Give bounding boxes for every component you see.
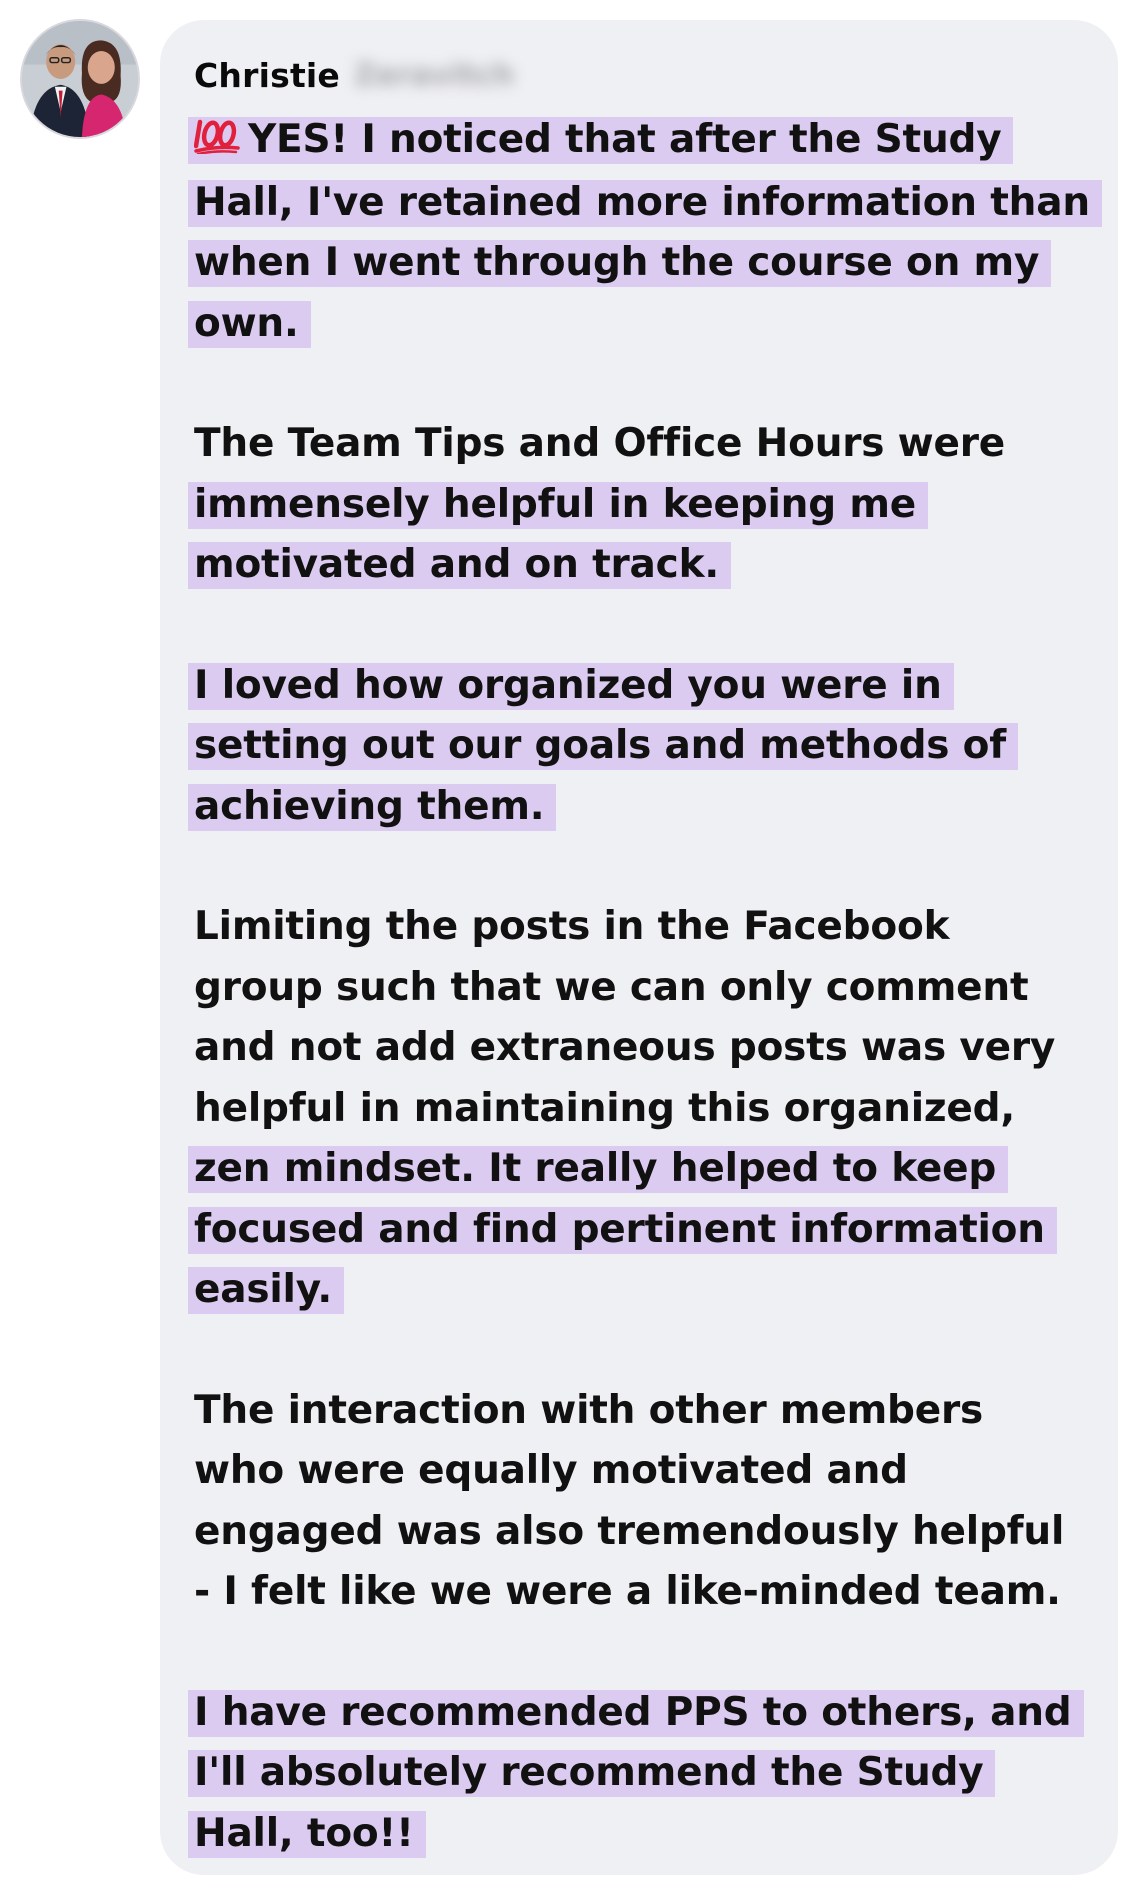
plain-text	[194, 1569, 1061, 1614]
line-text: immensely helpful in keeping me	[194, 481, 917, 527]
highlighted-text	[188, 180, 1102, 227]
comment-line	[194, 1260, 1082, 1321]
line-text: and not add extraneous posts was very	[194, 1025, 1056, 1070]
highlighted-text	[188, 482, 928, 529]
comment-paragraph	[194, 414, 1082, 596]
comment-bubble	[160, 20, 1118, 1875]
comment-line	[194, 173, 1090, 234]
highlighted-text	[188, 1267, 344, 1314]
plain-text	[194, 1086, 1015, 1131]
plain-text	[194, 965, 1028, 1010]
comment-header	[194, 44, 1082, 106]
plain-text	[194, 1448, 908, 1493]
line-text: Hall, too!!	[194, 1810, 414, 1856]
highlighted-text	[188, 1207, 1057, 1254]
line-text: I'll absolutely recommend the Study	[194, 1750, 984, 1795]
highlighted-text	[188, 784, 556, 831]
comment-paragraph	[194, 656, 1082, 838]
highlighted-text	[188, 663, 954, 710]
author-surname-blurred: Zeravitch	[354, 57, 515, 93]
line-text: achieving them.	[194, 783, 545, 829]
highlighted-text	[188, 240, 1051, 287]
line-text: group such that we can only comment	[194, 964, 1029, 1010]
comment-line	[194, 656, 1082, 717]
comment-line	[194, 1562, 1082, 1623]
line-text: - I felt like we were a like-minded team.	[194, 1569, 1061, 1614]
avatar[interactable]	[20, 19, 140, 139]
line-text: own.	[194, 300, 299, 346]
line-text: YES! I noticed that after the Study	[248, 117, 1002, 162]
highlighted-text	[188, 1750, 995, 1797]
comment-line	[194, 233, 1082, 294]
line-text: The interaction with other members	[194, 1387, 984, 1433]
highlighted-text	[188, 1146, 1008, 1193]
line-text: zen mindset. It really helped to keep	[194, 1146, 997, 1191]
comment-line	[194, 1502, 1082, 1563]
line-text: motivated and on track.	[194, 542, 719, 587]
line-text: helpful in maintaining this organized,	[194, 1085, 1015, 1131]
avatar-photo	[22, 21, 138, 137]
comment-line	[194, 475, 1082, 536]
comment-paragraph	[194, 1683, 1082, 1865]
comment-line	[194, 716, 1082, 777]
highlighted-text	[188, 542, 731, 589]
line-text: focused and find pertinent information	[194, 1206, 1045, 1252]
highlighted-text	[188, 1811, 426, 1858]
line-text: The Team Tips and Office Hours were	[194, 421, 1006, 466]
comment-line	[194, 294, 1082, 355]
highlighted-text	[188, 1690, 1084, 1737]
comment-line	[194, 777, 1082, 838]
line-text: when I went through the course on my	[194, 240, 1040, 285]
comment-line	[194, 414, 1082, 475]
line-text: setting out our goals and methods of	[194, 723, 1007, 768]
comment-line	[194, 1200, 1082, 1261]
comment-paragraph	[194, 110, 1090, 354]
comment-paragraph	[194, 897, 1082, 1321]
comment-line	[194, 1743, 1082, 1804]
comment-line	[194, 897, 1082, 958]
hundred-points-icon	[194, 112, 240, 173]
comment-line	[194, 1079, 1082, 1140]
line-text: I loved how organized you were in	[194, 662, 942, 708]
plain-text	[194, 421, 1005, 466]
comment-paragraph	[194, 1381, 1082, 1623]
comment-line	[194, 1018, 1082, 1079]
line-text: engaged was also tremendously helpful	[194, 1508, 1065, 1554]
comment-line	[194, 1683, 1082, 1744]
line-text: I have recommended PPS to others, and	[194, 1689, 1072, 1735]
comment-line	[194, 1441, 1082, 1502]
comment-line	[194, 1804, 1082, 1865]
line-text: easily.	[194, 1267, 332, 1312]
comment-line	[194, 1381, 1082, 1442]
highlighted-text	[188, 723, 1018, 770]
highlighted-text	[188, 117, 1013, 164]
line-text: Hall, I've retained more information than	[194, 179, 1090, 225]
comment-line	[194, 1139, 1082, 1200]
comment-line	[194, 958, 1082, 1019]
plain-text	[194, 1388, 983, 1433]
plain-text	[194, 1509, 1064, 1554]
plain-text	[194, 1025, 1055, 1070]
comment-line	[194, 535, 1082, 596]
line-text: who were equally motivated and	[194, 1448, 908, 1493]
comment-text	[194, 110, 1090, 1864]
line-text: Limiting the posts in the Facebook	[194, 904, 950, 949]
comment-line	[194, 110, 1082, 173]
highlighted-text	[188, 301, 311, 348]
plain-text	[194, 904, 949, 949]
author-name[interactable]: Christie	[194, 55, 341, 95]
